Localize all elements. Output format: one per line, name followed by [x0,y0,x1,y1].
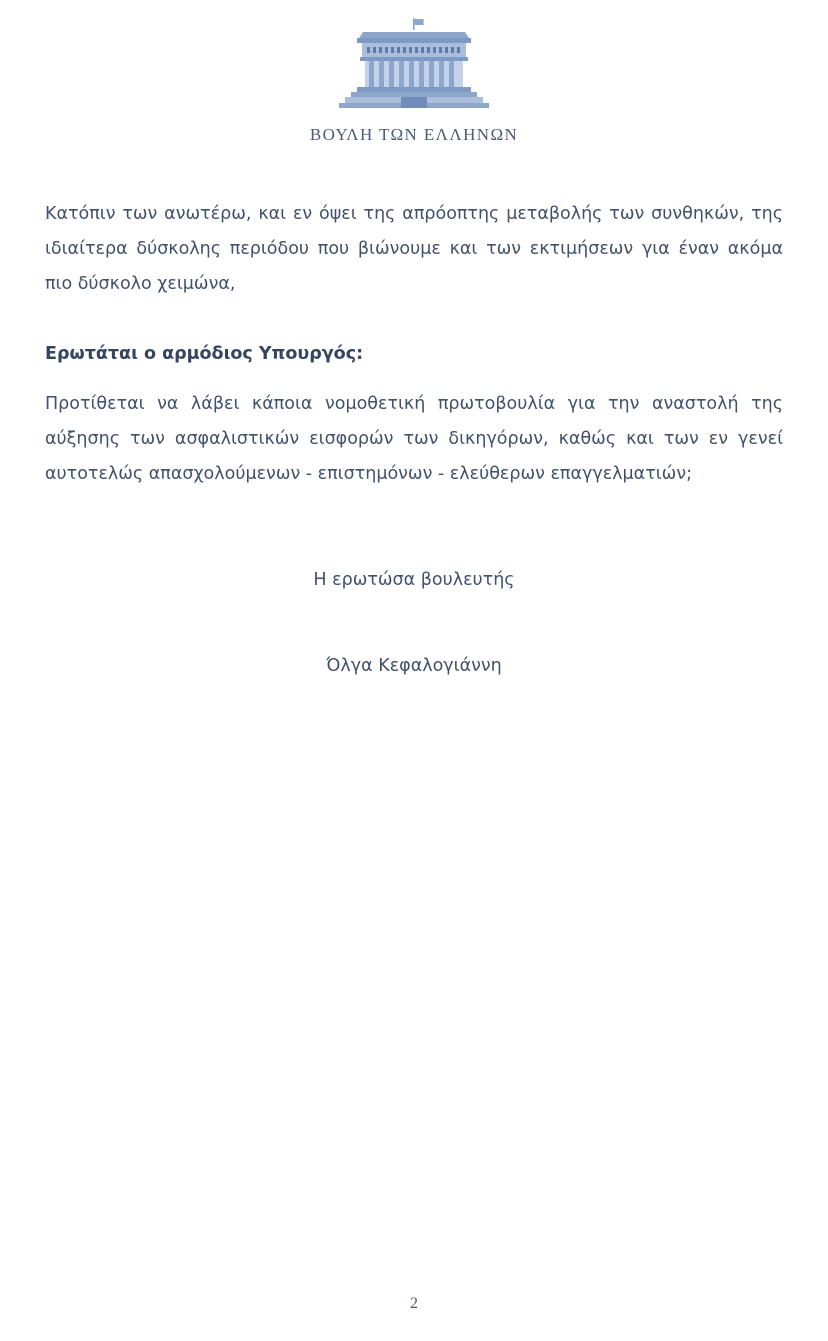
document-header [0,0,828,145]
header-title: ΒΟΥΛΗ ΤΩΝ ΕΛΛΗΝΩΝ [309,125,519,144]
hellenic-parliament-building-emblem [329,18,499,113]
question-heading: Ερωτάται ο αρμόδιος Υπουργός: [45,344,364,364]
page-number: 2 [410,1295,418,1312]
document-content [21,197,807,676]
question-paragraph: Προτίθεται να λάβει κάποια νομοθετική πρωτοβουλία για την αναστολή της αύξησης των ασφαλιστικών εισφορών των δικηγόρων, καθώς και των εν γενεί αυτοτελώς απασχολούμενων - επιστημόνων - ελεύθερων επαγγελματιών; [45,394,783,485]
intro-paragraph: Κατόπιν των ανωτέρω, και εν όψει της απρόοπτης μεταβολής των συνθηκών, της ιδιαίτερα δύσκολης περιόδου που βιώνουμε και των εκτιμήσεων για έναν ακόμα πιο δύσκολο χειμώνα, [45,204,783,294]
signature-name: Όλγα Κεφαλογιάννη [326,656,502,677]
signature-role: Η ερωτώσα βουλευτής [313,570,515,591]
